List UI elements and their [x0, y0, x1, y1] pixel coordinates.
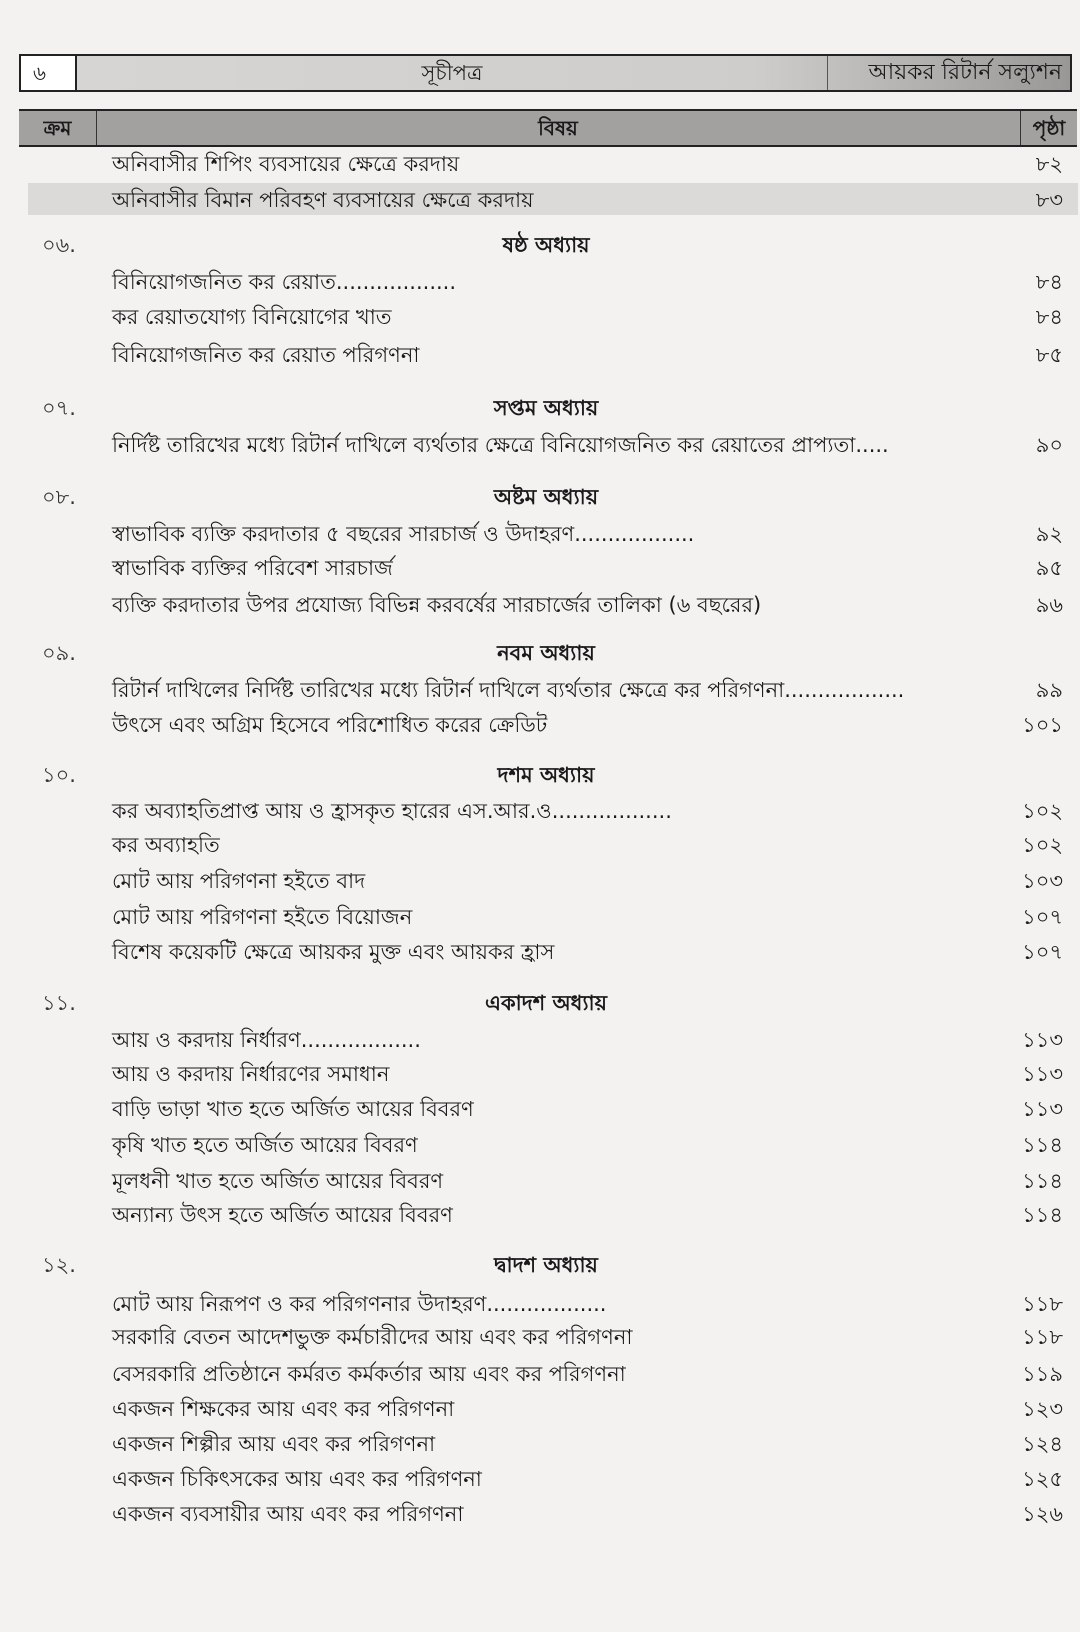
toc-entry: [0, 553, 1080, 583]
toc-entry: [0, 1429, 1080, 1459]
chapter-title: দ্বাদশ অধ্যায়: [494, 1253, 598, 1277]
toc-entry: [0, 302, 1080, 332]
entry-title: একজন শিল্পীর আয় এবং কর পরিগণনা: [112, 1432, 436, 1456]
entry-page-number: ১১৮: [1022, 1292, 1063, 1316]
entry-title: অন্যান্য উৎস হতে অর্জিত আয়ের বিবরণ: [112, 1203, 453, 1227]
chapter-title: ষষ্ঠ অধ্যায়: [502, 233, 590, 257]
entry-page-number: ১১৩: [1022, 1028, 1063, 1052]
entry-title: বিশেষ কয়েকটি ক্ষেত্রে আয়কর মুক্ত এবং আয়কর হ্রাস: [112, 940, 555, 964]
section-title: সূচীপত্র: [77, 56, 828, 90]
serial-column-header: ক্রম: [19, 111, 97, 145]
toc-entry: [0, 1359, 1080, 1389]
toc-entry: [0, 590, 1080, 620]
entry-title: অনিবাসীর বিমান পরিবহণ ব্যবসায়ের ক্ষেত্রে করদায়: [112, 188, 534, 212]
toc-entry: [0, 1094, 1080, 1124]
entry-title: নির্দিষ্ট তারিখের মধ্যে রিটার্ন দাখিলে ব্যর্থতার ক্ষেত্রে বিনিয়োগজনিত কর রেয়াতের প্রাপ্যতা.....: [112, 433, 889, 457]
toc-entry: [0, 1394, 1080, 1424]
toc-entry: [0, 1289, 1080, 1319]
toc-entry: [0, 796, 1080, 826]
entry-page-number: ৮২: [1035, 152, 1063, 176]
entry-title: কর রেয়াতযোগ্য বিনিয়োগের খাত: [112, 305, 392, 329]
toc-entry: [0, 1499, 1080, 1529]
chapter-heading: [0, 230, 1080, 260]
page-number: ৬: [21, 56, 77, 90]
toc-entry: [0, 1059, 1080, 1089]
toc-entry: [0, 267, 1080, 297]
entry-page-number: ১০৩: [1022, 869, 1063, 893]
entry-page-number: ৮৫: [1035, 343, 1063, 367]
toc-entry: [0, 1322, 1080, 1352]
entry-title: একজন শিক্ষকের আয় এবং কর পরিগণনা: [112, 1397, 455, 1421]
entry-page-number: ৮৪: [1035, 305, 1063, 329]
toc-entry: [0, 430, 1080, 460]
entry-page-number: ১১৯: [1022, 1362, 1063, 1386]
chapter-heading: [0, 1250, 1080, 1280]
entry-page-number: ১২৪: [1022, 1432, 1063, 1456]
toc-entry: [0, 340, 1080, 370]
entry-page-number: ১০১: [1022, 713, 1063, 737]
entry-page-number: ১১৩: [1022, 1097, 1063, 1121]
entry-title: উৎসে এবং অগ্রিম হিসেবে পরিশোধিত করের ক্রেডিট: [112, 713, 548, 737]
chapter-number: ০৬.: [42, 233, 76, 257]
table-header: [19, 109, 1077, 147]
entry-page-number: ৮৩: [1035, 188, 1063, 212]
entry-page-number: ১১৪: [1022, 1169, 1063, 1193]
toc-entry: [0, 866, 1080, 896]
chapter-title: একাদশ অধ্যায়: [484, 991, 608, 1015]
chapter-heading: [0, 638, 1080, 668]
chapter-number: ১২.: [42, 1253, 76, 1277]
entry-title: স্বাভাবিক ব্যক্তির পরিবেশ সারচার্জ: [112, 556, 393, 580]
entry-title: আয় ও করদায় নির্ধারণ..................: [112, 1028, 421, 1052]
toc-entry: [0, 675, 1080, 705]
entry-page-number: ১০২: [1022, 799, 1063, 823]
chapter-number: ০৭.: [42, 396, 76, 420]
entry-title: একজন চিকিৎসকের আয় এবং কর পরিগণনা: [112, 1467, 482, 1491]
chapter-heading: [0, 988, 1080, 1018]
entry-title: মোট আয় পরিগণনা হইতে বাদ: [112, 869, 366, 893]
entry-page-number: ৮৪: [1035, 270, 1063, 294]
toc-entry: [0, 1166, 1080, 1196]
entry-page-number: ১২৩: [1022, 1397, 1063, 1421]
chapter-title: নবম অধ্যায়: [497, 641, 595, 665]
entry-page-number: ৯৬: [1035, 593, 1063, 617]
entry-title: বাড়ি ভাড়া খাত হতে অর্জিত আয়ের বিবরণ: [112, 1097, 474, 1121]
entry-title: কর অব্যাহতিপ্রাপ্ত আয় ও হ্রাসকৃত হারের এস.আর.ও..................: [112, 799, 672, 823]
page-column-header: পৃষ্ঠা: [1020, 111, 1077, 145]
entry-title: স্বাভাবিক ব্যক্তি করদাতার ৫ বছরের সারচার্জ ও উদাহরণ..................: [112, 522, 695, 546]
toc-entry: [0, 1464, 1080, 1494]
entry-title: আয় ও করদায় নির্ধারণের সমাধান: [112, 1062, 390, 1086]
entry-title: মোট আয় পরিগণনা হইতে বিয়োজন: [112, 905, 413, 929]
entry-page-number: ১০৭: [1022, 905, 1063, 929]
entry-title: রিটার্ন দাখিলের নির্দিষ্ট তারিখের মধ্যে রিটার্ন দাখিলে ব্যর্থতার ক্ষেত্রে কর পরিগণনা..................: [112, 678, 905, 702]
entry-title: অনিবাসীর শিপিং ব্যবসায়ের ক্ষেত্রে করদায়: [112, 152, 460, 176]
entry-title: বিনিয়োগজনিত কর রেয়াত..................: [112, 270, 457, 294]
entry-title: ব্যক্তি করদাতার উপর প্রযোজ্য বিভিন্ন করবর্ষের সারচার্জের তালিকা (৬ বছরের): [112, 593, 762, 617]
entry-title: সরকারি বেতন আদেশভুক্ত কর্মচারীদের আয় এবং কর পরিগণনা: [112, 1325, 633, 1349]
running-header: [19, 54, 1072, 92]
entry-page-number: ১২৬: [1022, 1502, 1063, 1526]
toc-entry: [0, 902, 1080, 932]
chapter-number: ০৮.: [42, 485, 76, 509]
toc-entry: [0, 519, 1080, 549]
toc-entry: [0, 1025, 1080, 1055]
toc-entry: [0, 1130, 1080, 1160]
entry-title: মোট আয় নিরূপণ ও কর পরিগণনার উদাহরণ..................: [112, 1292, 607, 1316]
chapter-heading: [0, 393, 1080, 423]
chapter-heading: [0, 482, 1080, 512]
entry-page-number: ১০২: [1022, 833, 1063, 857]
toc-entry: [0, 149, 1080, 179]
entry-page-number: ১১৮: [1022, 1325, 1063, 1349]
chapter-number: ১০.: [42, 763, 76, 787]
chapter-heading: [0, 760, 1080, 790]
chapter-title: দশম অধ্যায়: [497, 763, 595, 787]
toc-entry: [0, 830, 1080, 860]
entry-title: একজন ব্যবসায়ীর আয় এবং কর পরিগণনা: [112, 1502, 464, 1526]
entry-page-number: ১১৩: [1022, 1062, 1063, 1086]
toc-entry: [0, 710, 1080, 740]
entry-title: কৃষি খাত হতে অর্জিত আয়ের বিবরণ: [112, 1133, 418, 1157]
toc-entry: [0, 185, 1080, 215]
entry-title: বিনিয়োগজনিত কর রেয়াত পরিগণনা: [112, 343, 420, 367]
entry-page-number: ১১৪: [1022, 1203, 1063, 1227]
entry-title: মূলধনী খাত হতে অর্জিত আয়ের বিবরণ: [112, 1169, 444, 1193]
chapter-number: ০৯.: [42, 641, 76, 665]
entry-page-number: ৯৫: [1035, 556, 1063, 580]
toc-entry: [0, 937, 1080, 967]
chapter-title: সপ্তম অধ্যায়: [493, 396, 599, 420]
entry-page-number: ৯৯: [1035, 678, 1063, 702]
entry-title: কর অব্যাহতি: [112, 833, 220, 857]
entry-page-number: ১০৭: [1022, 940, 1063, 964]
entry-page-number: ৯০: [1035, 433, 1063, 457]
entry-page-number: ৯২: [1035, 522, 1063, 546]
chapter-number: ১১.: [42, 991, 76, 1015]
book-title: আয়কর রিটার্ন সল্যুশন: [868, 60, 1062, 85]
chapter-title: অষ্টম অধ্যায়: [493, 485, 599, 509]
entry-page-number: ১১৪: [1022, 1133, 1063, 1157]
entry-title: বেসরকারি প্রতিষ্ঠানে কর্মরত কর্মকর্তার আয় এবং কর পরিগণনা: [112, 1362, 626, 1386]
entry-page-number: ১২৫: [1022, 1467, 1063, 1491]
subject-column-header: বিষয়: [538, 116, 578, 140]
toc-entry: [0, 1200, 1080, 1230]
